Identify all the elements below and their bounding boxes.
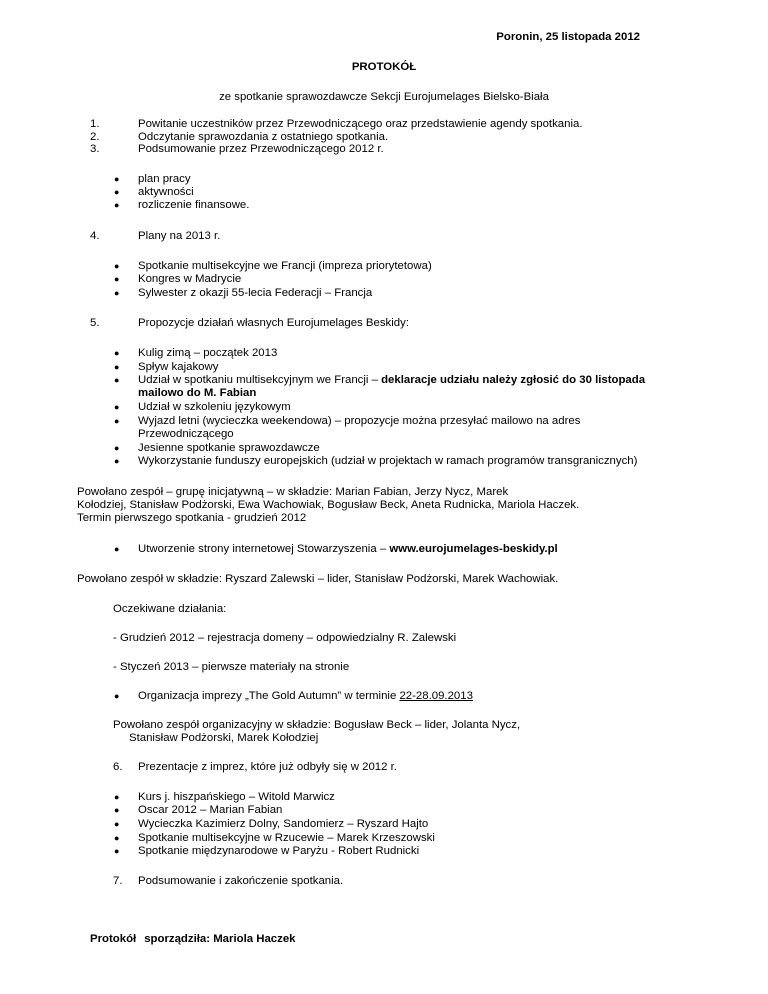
agenda-number: 3. — [90, 143, 100, 155]
bullet-icon: ● — [114, 402, 120, 412]
list-item: Kurs j. hiszpańskiego – Witold Marwicz — [138, 791, 335, 803]
bullet-icon: ● — [114, 819, 120, 829]
list-item: Oscar 2012 – Marian Fabian — [138, 804, 283, 816]
expected-action: - Grudzień 2012 – rejestracja domeny – odpowiedzialny R. Zalewski — [113, 632, 457, 644]
agenda-number: 5. — [90, 317, 100, 329]
event-item-text: Organizacja imprezy „The Gold Autumn” w terminie — [138, 690, 400, 702]
bullet-icon: ● — [114, 456, 120, 466]
bullet-icon: ● — [114, 846, 120, 856]
list-item: Spotkanie międzynarodowe w Paryżu - Robert Rudnicki — [138, 845, 420, 857]
team-paragraph-line: Powołano zespół w składzie: Ryszard Zalewski – lider, Stanisław Podżorski, Marek Wachowiak. — [77, 573, 559, 585]
bullet-icon: ● — [114, 174, 120, 184]
agenda-item: Podsumowanie przez Przewodniczącego 2012 r. — [138, 143, 384, 155]
team-paragraph-line: Stanisław Podżorski, Marek Kołodziej — [129, 732, 319, 744]
website-item-text: Utworzenie strony internetowej Stowarzyszenia – — [138, 543, 390, 555]
list-item — [138, 373, 645, 387]
list-item: Kongres w Madrycie — [138, 273, 242, 285]
list-item: aktywności — [138, 186, 194, 198]
agenda-item: Prezentacje z imprez, które już odbyły się w 2012 r. — [138, 761, 397, 773]
list-item: Wyjazd letni (wycieczka weekendowa) – propozycje można przesyłać mailowo na adres — [138, 415, 581, 427]
bullet-icon: ● — [114, 443, 120, 453]
agenda-item: Propozycje działań własnych Eurojumelages Beskidy: — [138, 317, 409, 329]
agenda-item: Powitanie uczestników przez Przewodniczącego oraz przedstawienie agendy spotkania. — [138, 118, 583, 130]
list-item: Wykorzystanie funduszy europejskich (udział w projektach w ramach programów transgranicznych) — [138, 455, 638, 467]
agenda-number: 7. — [113, 875, 123, 887]
expected-action: - Styczeń 2013 – pierwsze materiały na stronie — [113, 661, 350, 673]
website-item — [138, 542, 558, 556]
bullet-icon: ● — [114, 187, 120, 197]
bullet-icon: ● — [114, 691, 120, 701]
team-paragraph-line: Termin pierwszego spotkania - grudzień 2012 — [77, 512, 307, 524]
team-paragraph-line: Kołodziej, Stanisław Podżorski, Ewa Wachowiak, Bogusław Beck, Aneta Rudnicka, Mariola Haczek. — [77, 499, 580, 511]
bullet-icon: ● — [114, 200, 120, 210]
bullet-icon: ● — [114, 288, 120, 298]
bullet-icon: ● — [114, 833, 120, 843]
agenda-number: 1. — [90, 118, 100, 130]
bullet-icon: ● — [114, 274, 120, 284]
list-item: plan pracy — [138, 173, 191, 185]
bullet-icon: ● — [114, 261, 120, 271]
list-item: Wycieczka Kazimierz Dolny, Sandomierz – Ryszard Hajto — [138, 818, 429, 830]
agenda-item: Odczytanie sprawozdania z ostatniego spotkania. — [138, 131, 389, 143]
agenda-item: Plany na 2013 r. — [138, 230, 221, 242]
list-item: Spotkanie multisekcyjne we Francji (impreza priorytetowa) — [138, 260, 432, 272]
place-date: Poronin, 25 listopada 2012 — [496, 31, 640, 43]
agenda-number: 4. — [90, 230, 100, 242]
list-item: Spotkanie multisekcyjne w Rzucewie – Marek Krzeszowski — [138, 832, 435, 844]
list-item: Spływ kajakowy — [138, 361, 219, 373]
expected-actions-heading: Oczekiwane działania: — [113, 603, 227, 615]
footer-signature — [90, 932, 296, 946]
deadline-note: deklaracje udziału należy zgłosić do 30 listopada — [381, 374, 646, 386]
deadline-note-continued: mailowo do M. Fabian — [138, 387, 257, 399]
website-url: www.eurojumelages-beskidy.pl — [389, 543, 558, 555]
bullet-icon: ● — [114, 348, 120, 358]
document-title: PROTOKÓŁ — [351, 61, 417, 73]
team-paragraph-line: Powołano zespół – grupę inicjatywną – w składzie: Marian Fabian, Jerzy Nycz, Marek — [77, 486, 509, 498]
document-subtitle: ze spotkanie sprawozdawcze Sekcji Eurojumelages Bielsko-Biała — [219, 91, 549, 103]
bullet-icon: ● — [114, 792, 120, 802]
bullet-icon: ● — [114, 544, 120, 554]
list-item: Kulig zimą – początek 2013 — [138, 347, 278, 359]
list-item-text: Udział w spotkaniu multisekcyjnym we Francji – — [138, 374, 382, 386]
event-item — [138, 689, 473, 703]
bullet-icon: ● — [114, 805, 120, 815]
list-item: rozliczenie finansowe. — [138, 199, 250, 211]
bullet-icon: ● — [114, 362, 120, 372]
list-item: Sylwester z okazji 55-lecia Federacji – Francja — [138, 287, 373, 299]
list-item: Udział w szkoleniu językowym — [138, 401, 291, 413]
agenda-number: 2. — [90, 131, 100, 143]
footer-author: sporządziła: Mariola Haczek — [144, 933, 296, 945]
bullet-icon: ● — [114, 416, 120, 426]
agenda-number: 6. — [113, 761, 123, 773]
list-item: Jesienne spotkanie sprawozdawcze — [138, 442, 320, 454]
bullet-icon: ● — [114, 375, 120, 385]
event-date: 22-28.09.2013 — [399, 690, 473, 702]
agenda-item: Podsumowanie i zakończenie spotkania. — [138, 875, 344, 887]
footer-label: Protokół — [90, 933, 137, 945]
list-item-continued: Przewodniczącego — [138, 428, 234, 440]
team-paragraph-line: Powołano zespół organizacyjny w składzie: Bogusław Beck – lider, Jolanta Nycz, — [113, 719, 521, 731]
